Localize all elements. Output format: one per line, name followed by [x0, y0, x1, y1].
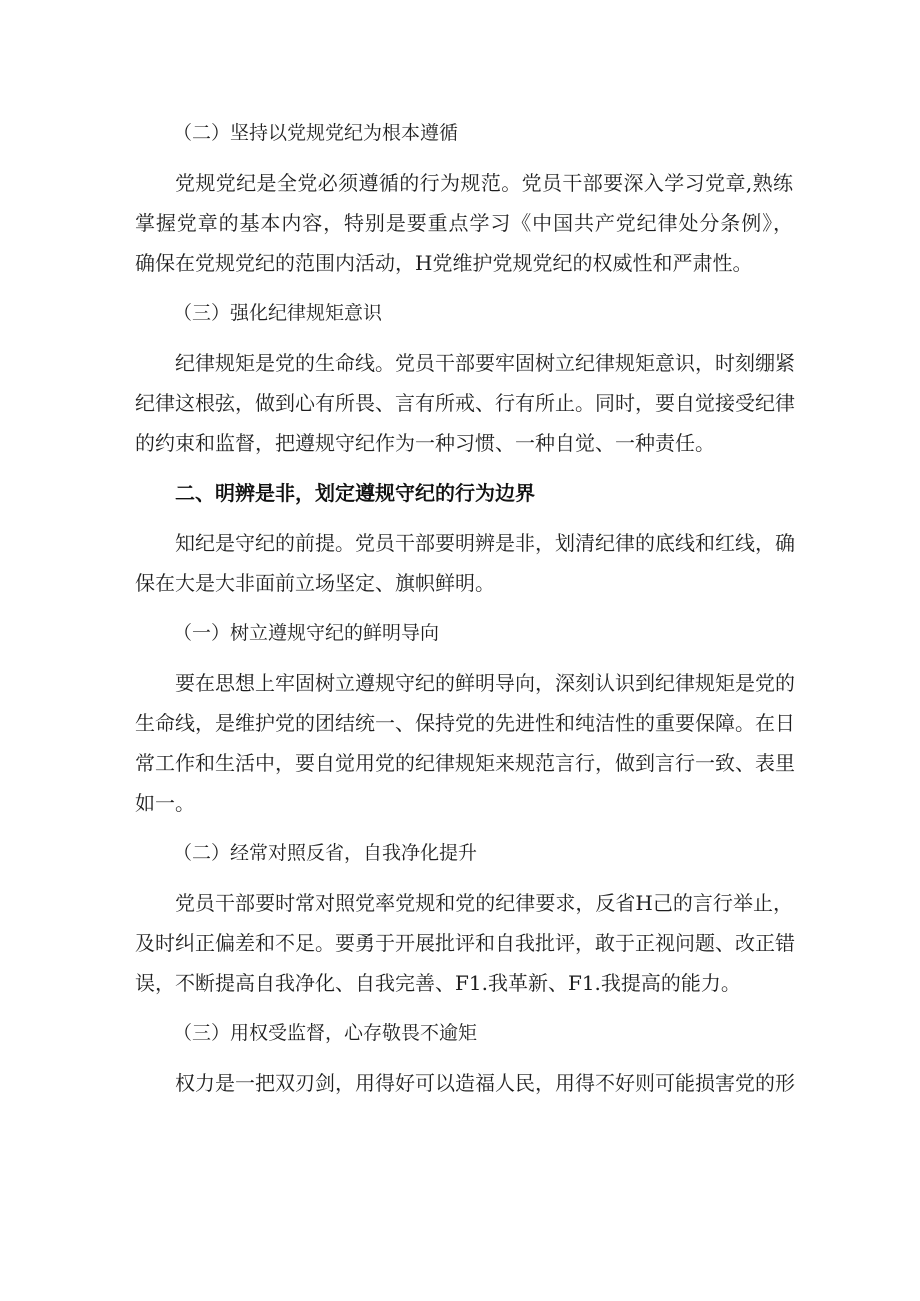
paragraph-line: 纪律规矩是党的生命线。党员干部要牢固树立纪律规矩意识，时刻绷紧: [175, 351, 795, 375]
subheading-2-3: （三）强化纪律规矩意识: [173, 302, 383, 324]
paragraph-line: 权力是一把双刃剑，用得好可以造福人民，用得不好则可能损害党的形: [175, 1071, 795, 1095]
subheading-3-3: （三）用权受监督，心存敬畏不逾矩: [173, 1022, 478, 1044]
paragraph: [135, 523, 793, 603]
paragraph-line: 的约束和监督，把遵规守纪作为一种习惯、一种自觉、一种责任。: [135, 431, 715, 455]
paragraph-line: 常工作和生活中，要自觉用党的纪律规矩来规范言行，做到言行一致、表里: [135, 751, 795, 775]
paragraph-line: 知纪是守纪的前提。党员干部要明辨是非，划清纪律的底线和红线，确: [175, 531, 795, 555]
paragraph: [135, 663, 793, 823]
paragraph: [135, 343, 793, 463]
subheading-3-1: （一）树立遵规守纪的鲜明导向: [173, 622, 440, 644]
paragraph-line: 如一。: [135, 791, 195, 815]
paragraph-line: 确保在党规党纪的范围内活动，H党维护党规党纪的权威性和严肃性。: [135, 251, 753, 275]
section-heading-2: 二、明辨是非，划定遵规守纪的行为边界: [175, 481, 535, 505]
paragraph-line: 党规党纪是全党必须遵循的行为规范。党员干部要深入学习党章,熟练: [175, 171, 793, 195]
subheading-3-2: （二）经常对照反省，自我净化提升: [173, 842, 478, 864]
paragraph-line: 纪律这根弦，做到心有所畏、言有所戒、行有所止。同时，要自觉接受纪律: [135, 391, 795, 415]
paragraph: [135, 883, 793, 1003]
paragraph-line: 掌握党章的基本内容，特别是要重点学习《中国共产党纪律处分条例》，: [135, 211, 793, 235]
paragraph-line: 要在思想上牢固树立遵规守纪的鲜明导向，深刻认识到纪律规矩是党的: [175, 671, 795, 695]
document-body: [135, 113, 793, 1103]
paragraph-line: 生命线，是维护党的团结统一、保持党的先进性和纯洁性的重要保障。在日: [135, 711, 795, 735]
subheading-2-2: （二）坚持以党规党纪为根本遵循: [173, 122, 459, 144]
paragraph: [135, 163, 793, 283]
paragraph-line: 误，不断提高自我净化、自我完善、F1.我革新、F1.我提高的能力。: [135, 971, 741, 995]
paragraph-line: 保在大是大非面前立场坚定、旗帜鲜明。: [135, 571, 495, 595]
paragraph-line: 及时纠正偏差和不足。要勇于开展批评和自我批评，敢于正视问题、改正错: [135, 931, 795, 955]
paragraph-line: 党员干部要时常对照党率党规和党的纪律要求，反省H己的言行举止，: [175, 891, 793, 915]
paragraph: [135, 1063, 793, 1103]
